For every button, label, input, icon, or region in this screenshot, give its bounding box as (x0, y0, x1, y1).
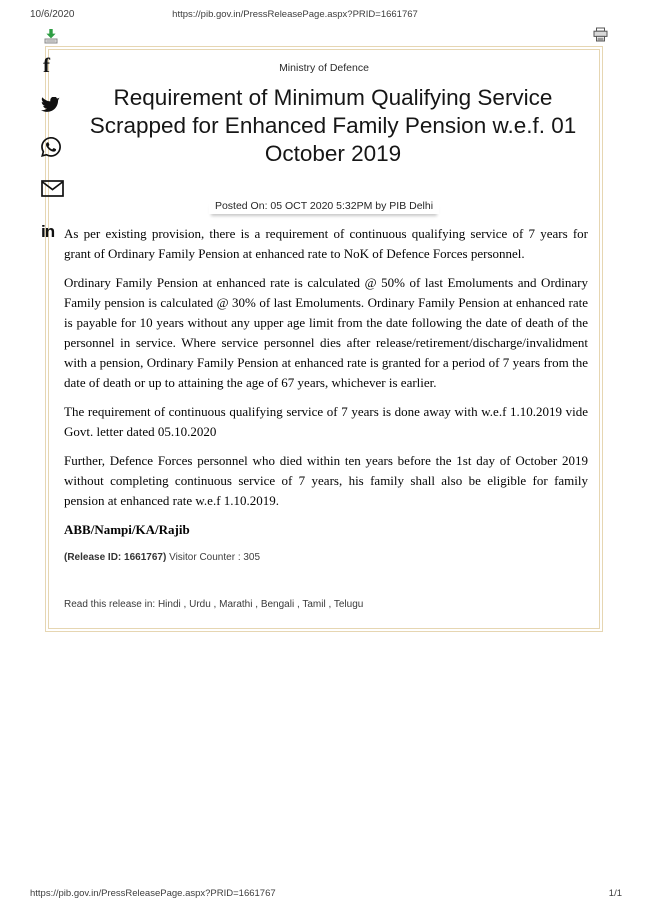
printer-icon (592, 27, 609, 43)
paragraph-4: Further, Defence Forces personnel who died within ten years before the 1st day of October 2019 without completing continuous service of 7 years, his family shall also be eligible for family pension at enhanced rate w.e.f 1.10.2019. (64, 453, 588, 508)
print-footer-url: https://pib.gov.in/PressReleasePage.aspx?PRID=1661767 (30, 888, 276, 899)
twitter-share-button[interactable] (41, 97, 60, 117)
print-header-date: 10/6/2020 (30, 9, 75, 20)
read-in-line (64, 599, 363, 610)
print-button[interactable] (592, 27, 609, 43)
separator: , (210, 599, 220, 610)
email-icon (41, 180, 64, 197)
language-link-telugu[interactable]: Telugu (333, 599, 364, 610)
language-link-tamil[interactable]: Tamil (302, 599, 326, 610)
email-share-button[interactable] (41, 180, 64, 201)
read-in-label: Read this release in: (64, 599, 156, 610)
language-link-urdu[interactable]: Urdu (189, 599, 211, 610)
release-info-line (64, 552, 260, 563)
paragraph-1: As per existing provision, there is a requirement of continuous qualifying service of 7 years for grant of Ordinary Family Pension at enhanced rate to NoK of Defence Forces personnel. (64, 226, 588, 261)
posted-on-text: Posted On: 05 OCT 2020 5:32PM by PIB Delhi (209, 199, 439, 214)
download-icon (42, 28, 60, 45)
visitor-counter: Visitor Counter : 305 (169, 552, 261, 563)
paragraph-3: The requirement of continuous qualifying service of 7 years is done away with w.e.f 1.10.2019 vide Govt. letter dated 05.10.2020 (64, 404, 588, 439)
separator: , (252, 599, 261, 610)
separator: , (180, 599, 190, 610)
language-link-hindi[interactable]: Hindi (157, 599, 181, 610)
release-id: (Release ID: 1661767) (64, 552, 167, 563)
download-button[interactable] (42, 28, 60, 45)
ministry-label: Ministry of Defence (279, 62, 369, 74)
print-footer-page-indicator: 1/1 (608, 888, 622, 899)
posted-on-line (49, 199, 599, 214)
page-title: Requirement of Minimum Qualifying Service Scrapped for Enhanced Family Pension w.e.f. 01 October 2019 (89, 85, 577, 166)
article-body (64, 224, 588, 549)
facebook-icon: f (43, 53, 50, 77)
language-link-marathi[interactable]: Marathi (219, 599, 253, 610)
print-header-url: https://pib.gov.in/PressReleasePage.aspx?PRID=1661767 (172, 9, 418, 20)
linkedin-icon: in (41, 222, 55, 241)
language-link-bengali[interactable]: Bengali (260, 599, 295, 610)
whatsapp-icon (41, 137, 61, 157)
twitter-icon (41, 97, 60, 113)
signature: ABB/Nampi/KA/Rajib (64, 522, 190, 537)
linkedin-share-button[interactable] (41, 223, 54, 240)
whatsapp-share-button[interactable] (41, 137, 61, 161)
separator: , (325, 599, 334, 610)
press-release-card (41, 46, 603, 632)
paragraph-2: Ordinary Family Pension at enhanced rate is calculated @ 50% of last Emoluments and Ordinary Family pension is calculated @ 30% of last Emoluments. Ordinary Family Pension at enhanced rate is payable for 10 years without any upper age limit from the date following the date of death of the personnel in service. Where service personnel dies after release/retirement/discharge/invalidment with a pension, Ordinary Family Pension at enhanced rate is granted for a period of 7 years from the date of death or up to attaining the age of 67 years, whichever is earlier. (64, 275, 588, 390)
separator: , (294, 599, 303, 610)
